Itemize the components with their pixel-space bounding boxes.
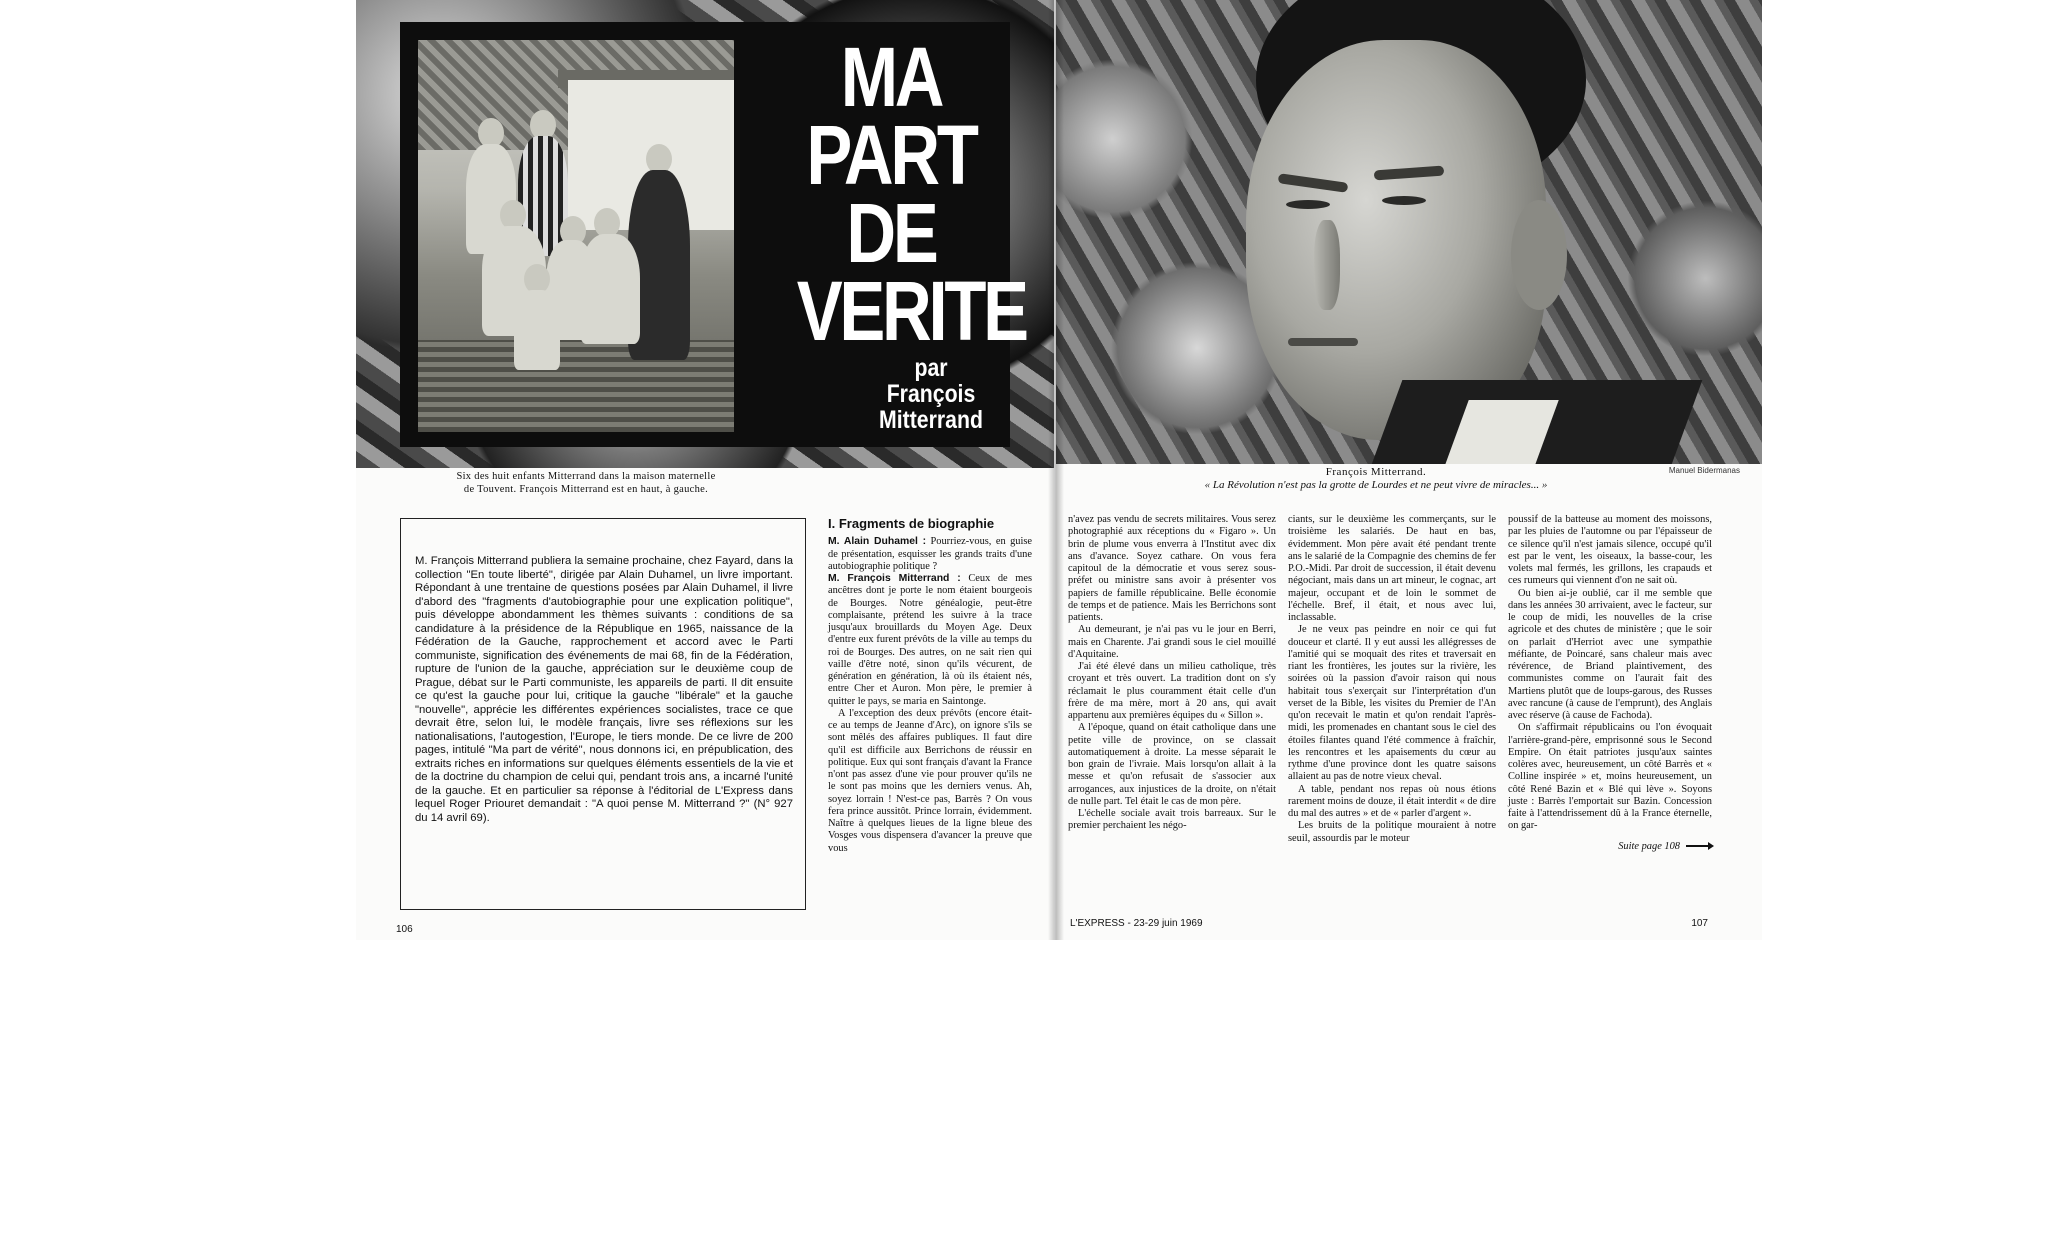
paragraph: Au demeurant, je n'ai pas vu le jour en Berri, mais en Charente. J'ai grandi sous le ciel mouillé d'Aquitaine. — [1068, 624, 1276, 660]
caption-line: de Touvent. François Mitterrand est en haut, à gauche. — [463, 484, 709, 495]
headline-line: DE — [846, 186, 936, 280]
paragraph — [828, 708, 1032, 855]
paragraph: Ou bien ai-je oublié, car il me semble que dans les années 30 arrivaient, avec le facteur, sur le coup de midi, les nouvelles de la crise agricole et des chutes de ministère ; que le soir on parlait d'Herriot avec une sympathie méfiante, de Poincaré, sans chaleur mais avec révérence, de Briand plaintivement, des communistes comme on l'aurait fait des Martiens plutôt que de loups-garous, des Russes avec rancune (à cause de l'emprunt), des Anglais avec réserve (à cause de Fachoda). — [1508, 587, 1712, 721]
byline-line: Mitterrand — [879, 406, 983, 434]
paragraph: Je ne veux pas peindre en noir ce qui fut douceur et clarté. Il y eut aussi les allégresses de l'amitié qui se moquait des rites et traversait en riant les frontières, les joutes sur la rivière, les soirées où la passion d'avoir raison qui nous habitait tous s'exerçait sur l'interprétation d'un verset de la Bible, les visites du Premier de l'An qu'on recevait le matin et qu'on rendait l'après-midi, les promenades en chantant sous le ciel des étoiles filantes quand l'été commence à fraîchir, les rencontres et les apaisements du cœur au rythme d'une province dont les quatre saisons allaient au pas de notre vieux cheval. — [1288, 624, 1496, 783]
article-column-4 — [1508, 514, 1712, 853]
continued-note — [1508, 841, 1712, 853]
photo-credit: Manuel Bidermanas — [1668, 466, 1740, 475]
byline — [842, 355, 1021, 433]
paragraph: L'échelle sociale avait trois barreaux. Sur le premier perchaient les négo- — [1068, 808, 1276, 832]
headline-line: PART — [806, 108, 976, 202]
photo-caption-right — [1176, 466, 1576, 492]
paragraph: ciants, sur le deuxième les commerçants, sur le troisième les salariés. De haut en bas, évidemment. Mon père avait été pendant trente ans le salarié de la Compagnie des chemins de fer P.O.-Midi. Par droit de succession, il était devenu négociant, mais dans un art mineur, le cognac, art majeur, occupant et de loin le sommet de l'échelle. Bref, il était, et nous avec lui, inclassable. — [1288, 514, 1496, 623]
family-photo — [418, 40, 734, 432]
paragraph: poussif de la batteuse au moment des moissons, par les pluies de l'automne ou par l'épaisseur de ce silence qu'il n'est jamais silence, occupé qu'il est par le vent, les oiseaux, la basse-cour, les volets mal fermés, les grillons, les crapauds et ces rumeurs qui viennent d'on ne sait où. — [1508, 514, 1712, 587]
continued-text: Suite page 108 — [1618, 840, 1680, 852]
paragraph: On s'affirmait républicains ou l'on évoquait l'arrière-grand-père, emprisonné sous le Second Empire. On était patriotes jusqu'aux saintes colères avec, heureusement, un côté Barrès et « Colline inspirée » et, moins heureusement, un côté René Bazin et « Blé qui lève ». Soyons juste : Barrès l'emportait sur Bazin. Concession faite à l'attendrissement dû à la France éternelle, on gar- — [1508, 722, 1712, 832]
paragraph-text: Ceux de mes ancêtres dont je porte le nom étaient bourgeois de Bourges. Notre généalogie, peut-être complaisante, prétend les suivre à la trace jusqu'aux brouillards du Moyen Age. Deux d'entre eux furent prévôts de la ville au temps du roi de Bourges. Des autres, on ne sait rien qui vaille d'être noté, sinon qu'ils vécurent, de génération en génération, là où ils étaient nés, entre Cher et Auron. Mon père, le premier à quitter le pays, se maria en Saintonge. — [828, 573, 1032, 707]
paragraph — [828, 573, 1032, 708]
byline-line: François — [886, 380, 976, 408]
right-page — [1056, 0, 1762, 940]
portrait-photo — [1056, 0, 1762, 464]
page-number-left: 106 — [396, 924, 413, 935]
magazine-spread — [356, 0, 1762, 940]
paragraph-text: A l'exception des deux prévôts (encore était-ce au temps de Jeanne d'Arc), on ignore s'ils se sont mêlés des affaires publiques. Il faut dire qu'il est difficile aux Berrichons de réussir en politique. Eux qui sont français d'avant la France n'ont pas assez d'une vie pour prouver qu'ils ne le sont pas moins que les derniers venus. Ah, soyez lorrain ! N'est-ce pas, Barrès ? On vous fera prince aussitôt. Prince lorrain, évidemment. Naître à quelques lieues de la ligne bleue des Vosges vous dispensera d'avancer la preuve que vous — [828, 707, 1032, 854]
speaker: M. François Mitterrand : — [828, 573, 961, 584]
photo-caption-left — [396, 470, 776, 496]
masthead: L'EXPRESS - 23-29 juin 1969 — [1070, 918, 1203, 929]
caption-line: Six des huit enfants Mitterrand dans la maison maternelle — [456, 471, 716, 482]
paragraph: A l'époque, quand on était catholique dans une petite ville de province, on se classait automatiquement à droite. La messe séparait le bon grain de l'ivraie. Mais lorsqu'on allait à la messe et qu'on refusait de s'associer aux arrogances, aux injustices de la droite, on n'était de nulle part. Tel était le cas de mon père. — [1068, 722, 1276, 807]
caption-quote: « La Révolution n'est pas la grotte de Lourdes et ne peut vivre de miracles... » — [1204, 479, 1548, 491]
gutter-shadow — [1048, 0, 1064, 940]
section-title: I. Fragments de biographie — [828, 516, 995, 531]
intro-box — [400, 518, 806, 910]
headline-line: MA — [840, 30, 942, 124]
paragraph: J'ai été élevé dans un milieu catholique, très croyant et très ouvert. La tradition dont on s'y réclamait le plus couramment était celle d'un frère de ma mère, mort à 20 ans, qui avait appartenu aux premières équipes du « Sillon ». — [1068, 661, 1276, 721]
paragraph — [828, 536, 1032, 573]
caption-name: François Mitterrand. — [1325, 466, 1427, 478]
speaker: M. Alain Duhamel : — [828, 536, 927, 548]
arrow-right-icon — [1686, 845, 1712, 847]
paragraph: A table, pendant nos repas où nous étions rarement moins de douze, il était interdit « de dire du mal des autres » et de « parler d'argent ». — [1288, 783, 1496, 819]
left-page — [356, 0, 1054, 940]
intro-text: M. François Mitterrand publiera la semaine prochaine, chez Fayard, dans la collection "En toute liberté", dirigée par Alain Duhamel, un livre important. Répondant à une trentaine de questions posées par Alain Duhamel, il livre d'abord des "fragments d'autobiographie pour une explication politique", puis développe abondamment les thèmes suivants : conditions de sa candidature à la présidence de la République en 1965, naissance de la Fédération de la Gauche, rapprochement et accord avec le Parti communiste, signification des événements de mai 68, fin de la Fédération, rupture de l'union de la gauche, appréciation sur le deuxième coup de Prague, débat sur le Parti communiste, les appareils de parti. Il dit ensuite ce qu'est la gauche pour lui, critique la gauche "libérale" et la gauche "nouvelle", apprécie les différentes expériences socialistes, trace ce que devrait être, selon lui, le modèle français, livre ses réflexions sur les nationalisations, l'autogestion, l'Europe, le tiers monde. De ce livre de 200 pages, intitulé "Ma part de vérité", nous donnons ici, en prépublication, des extraits riches en informations sur quelques éléments essentiels de la vie et de la doctrine du champion de celui qui, pendant trois ans, a incarné l'unité de la gauche. Et en particulier sa réponse à l'éditorial de L'Express dans lequel Roger Priouret demandait : "A quoi pense M. Mitterrand ?" (N° 927 du 14 avril 69). — [415, 555, 794, 824]
article-column-3 — [1288, 514, 1496, 845]
paragraph: Les bruits de la politique mouraient à notre seuil, assourdis par le moteur — [1288, 820, 1496, 844]
paragraph: n'avez pas vendu de secrets militaires. Vous serez photographié aux réceptions du « Figaro ». Un brin de plume vous enverra à l'Institut avec dix ans d'avance. Soyez cathare. On vous fera capitoul de la démocratie et vous serez sous-préfet ou ministre sans avoir à présenter vos papiers de famille républicaine. Belle économie de temps et de patience. Mais les Berrichons sont patients. — [1068, 514, 1276, 623]
page-number-right: 107 — [1691, 918, 1708, 929]
headline-line: VERITE — [796, 264, 1026, 358]
headline — [796, 30, 1026, 358]
article-column-1 — [828, 518, 1032, 855]
paragraph-text: Pourriez-vous, en guise de présentation, esquisser les grands traits d'une autobiographie politique ? — [828, 536, 1033, 572]
article-column-2 — [1068, 514, 1276, 833]
byline-line: par — [914, 354, 948, 382]
